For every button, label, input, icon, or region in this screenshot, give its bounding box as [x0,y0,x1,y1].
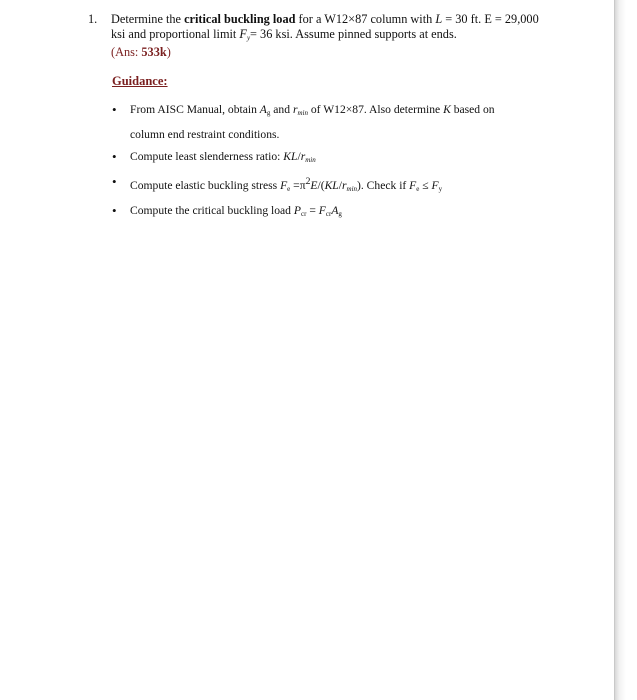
guidance-item-text: Compute elastic buckling stress $F_e =\pi^2E/(KL/r_{min})$. Check if $F_e \le F_y$ [130,176,443,193]
guidance-list [112,99,552,225]
guidance-item-text: Compute the critical buckling load $P_{cr} = F_{cr}A_g$ [130,203,342,218]
problem-line1-mid: for a W12×87 column with [295,12,436,26]
yield-symbol: F [239,26,247,41]
guidance-item [112,200,552,225]
problem-line1-post: = 30 ft. E = 29,000 [442,12,539,26]
problem-keyword: critical buckling load [184,12,296,26]
length-symbol: L [435,12,443,26]
bullet-icon: • [112,149,117,164]
problem-line-1 [111,12,568,27]
yield-subscript: y [246,33,251,42]
answer-value: 533k [141,45,167,59]
problem-line1-pre: Determine the [111,12,185,26]
guidance-heading: Guidance: [112,74,168,88]
problem-number: 1. [88,12,98,26]
problem-line2-post: = 36 ksi. Assume pinned supports at ends. [250,26,457,41]
answer-line [111,45,568,60]
guidance-item [112,99,552,124]
problem-statement [88,12,568,60]
problem-text [111,12,568,60]
guidance-item [112,171,552,200]
guidance-item [112,146,552,171]
answer-prefix: (Ans: [111,45,142,59]
answer-suffix: ) [166,45,171,59]
guidance-item-text: Compute least slenderness ratio: $KL/r_{min}$ [130,150,316,164]
guidance-item-text: column end restraint conditions. [130,128,280,141]
page-edge-shadow [614,0,626,700]
bullet-icon: • [112,202,117,218]
guidance-item [112,124,552,146]
problem-line2-pre: ksi and proportional limit [111,26,240,41]
guidance-item-text: From AISC Manual, obtain $A_g$ and $r_{min}$ of W12×87. Also determine K based on [130,103,495,117]
bullet-icon: • [112,174,117,189]
bullet-icon: • [112,102,117,117]
problem-line-2 [111,27,568,46]
